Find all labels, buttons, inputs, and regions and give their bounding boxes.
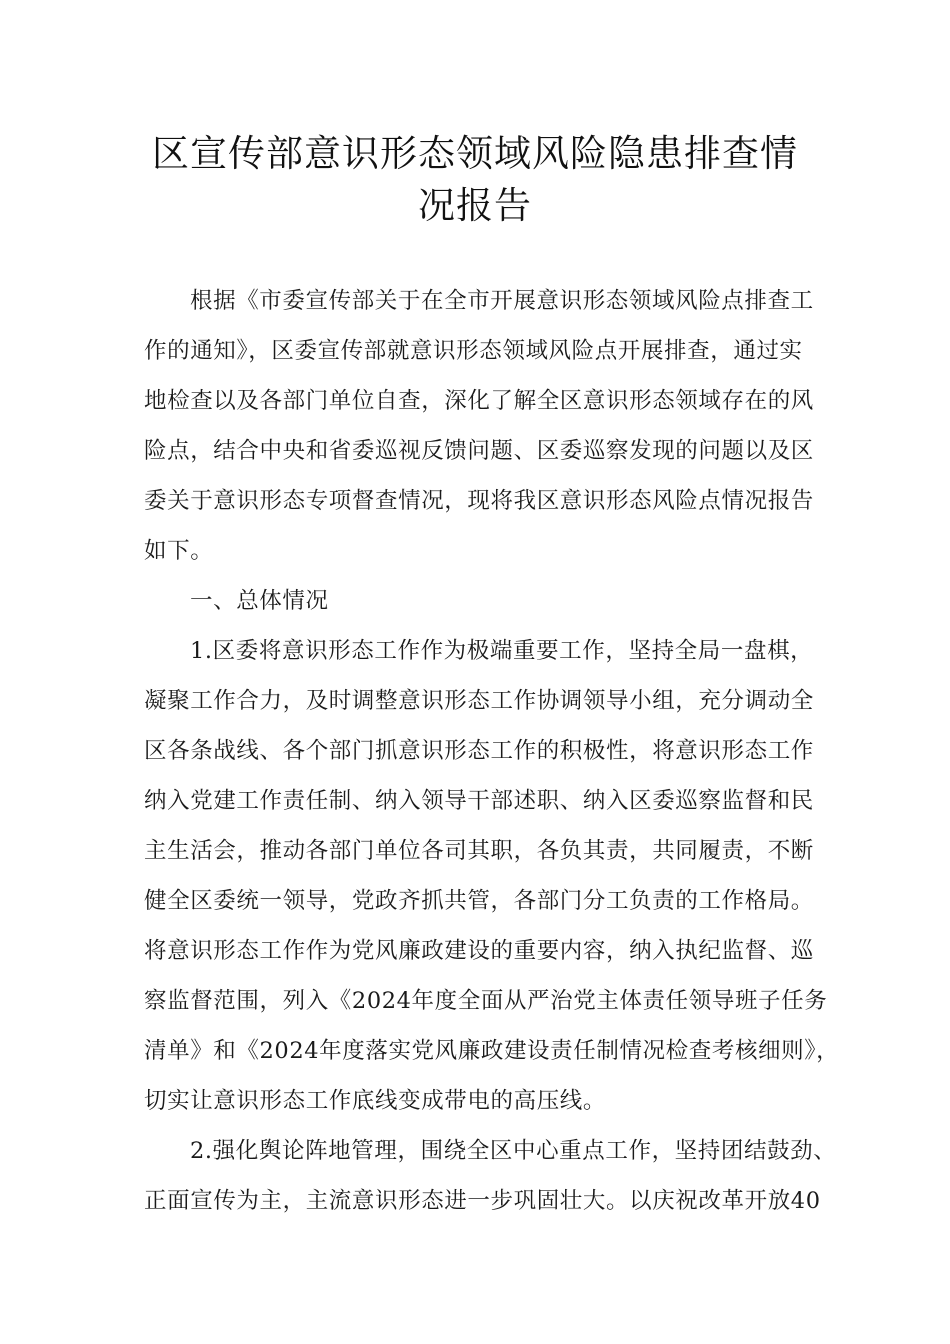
body-line: 地检查以及各部门单位自查，深化了解全区意识形态领域存在的风 xyxy=(144,388,814,414)
body-line: 清单》和《2024年度落实党风廉政建设责任制情况检查考核细则》， xyxy=(144,1038,840,1064)
body-line: 纳入党建工作责任制、纳入领导干部述职、纳入区委巡察监督和民 xyxy=(144,788,814,814)
body-line: 如下。 xyxy=(144,538,214,564)
body-line: 根据《市委宣传部关于在全市开展意识形态领域风险点排查工 xyxy=(190,288,814,314)
body-line: 1.区委将意识形态工作作为极端重要工作，坚持全局一盘棋， xyxy=(190,638,814,664)
body-line: 险点，结合中央和省委巡视反馈问题、区委巡察发现的问题以及区 xyxy=(144,438,814,464)
body-line: 正面宣传为主，主流意识形态进一步巩固壮大。以庆祝改革开放40 xyxy=(144,1188,821,1214)
document-title-line-1: 区宣传部意识形态领域风险隐患排查情 xyxy=(152,132,798,175)
body-line: 察监督范围，列入《2024年度全面从严治党主体责任领导班子任务 xyxy=(144,988,828,1014)
document-title-line-2: 况报告 xyxy=(418,184,532,227)
body-line: 健全区委统一领导，党政齐抓共管，各部门分工负责的工作格局。 xyxy=(144,888,814,914)
section-heading: 一、总体情况 xyxy=(190,588,329,614)
body-line: 切实让意识形态工作底线变成带电的高压线。 xyxy=(144,1088,607,1114)
body-line: 作的通知》，区委宣传部就意识形态领域风险点开展排查，通过实 xyxy=(144,338,803,364)
body-line: 区各条战线、各个部门抓意识形态工作的积极性，将意识形态工作 xyxy=(144,738,814,764)
body-line: 2.强化舆论阵地管理，围绕全区中心重点工作，坚持团结鼓劲、 xyxy=(190,1138,837,1164)
body-line: 委关于意识形态专项督查情况，现将我区意识形态风险点情况报告 xyxy=(144,488,814,514)
body-line: 将意识形态工作作为党风廉政建设的重要内容，纳入执纪监督、巡 xyxy=(144,938,814,964)
body-line: 主生活会，推动各部门单位各司其职，各负其责，共同履责，不断 xyxy=(144,838,814,864)
body-line: 凝聚工作合力，及时调整意识形态工作协调领导小组，充分调动全 xyxy=(144,688,814,714)
